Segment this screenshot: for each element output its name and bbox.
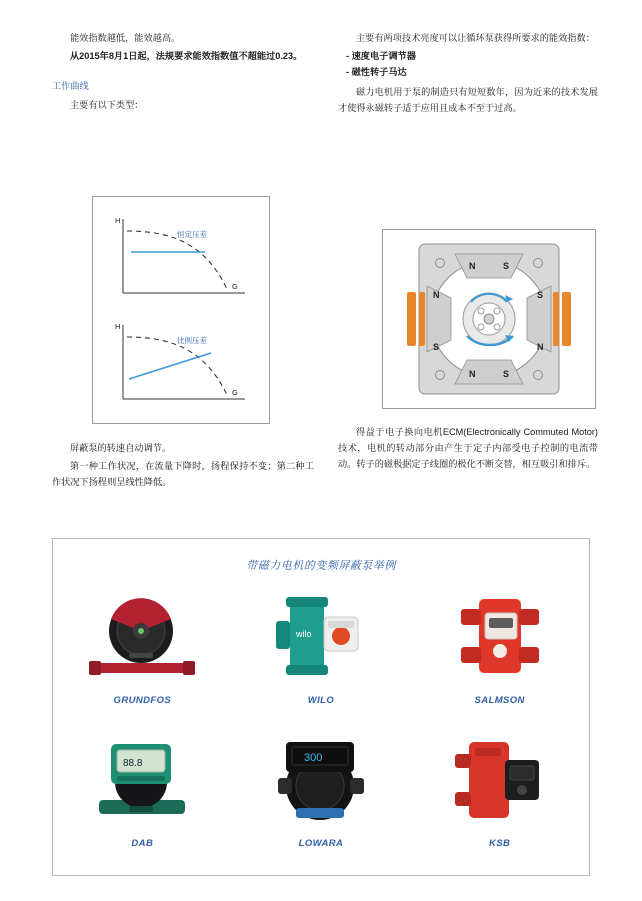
pump-card-wilo xyxy=(232,585,411,728)
brand-label: KSB xyxy=(489,838,511,849)
pole-label-n-left: N xyxy=(433,290,440,300)
magnet-motor-diagram xyxy=(382,229,596,409)
pole-label-s-left: S xyxy=(433,342,440,352)
brand-label: DAB xyxy=(131,838,154,849)
bullet-magnet-rotor-motor: - 磁性转子马达 xyxy=(346,67,407,78)
panel-title: 带磁力电机的变频屏蔽泵举例 xyxy=(246,560,396,572)
pump-grid xyxy=(53,585,589,871)
pump-card-ksb xyxy=(410,728,589,871)
axis-label-h-1: H xyxy=(115,216,121,225)
pole-label-n-top: N xyxy=(469,261,476,271)
pump-grundfos-art xyxy=(77,591,207,687)
pump-curves-svg xyxy=(93,197,269,423)
brand-label: SALMSON xyxy=(474,695,525,706)
curve-label-constant: 恒定压差 xyxy=(177,230,207,239)
pump-examples-panel xyxy=(52,538,590,876)
paragraph-left-types: 主要有以下类型： xyxy=(70,100,144,111)
left-column-caption xyxy=(52,440,314,492)
right-column xyxy=(338,30,598,118)
pump-wilo-art xyxy=(256,591,386,687)
subheading-working-curve: 工作曲线 xyxy=(52,81,89,92)
pole-label-s-top: S xyxy=(503,261,510,271)
coil-left xyxy=(407,292,425,346)
brand-label: GRUNDFOS xyxy=(113,695,172,706)
svg-text:300: 300 xyxy=(303,752,323,764)
brand-label: LOWARA xyxy=(298,838,344,849)
pump-lowara-art xyxy=(256,734,386,830)
paragraph-right-1: 主要有两项技术亮度可以让循环泵获得所要求的能效指数： xyxy=(356,33,595,43)
paragraph-left-1: 能效指数越低，能效越高。 xyxy=(70,33,181,43)
paragraph-caption-1: 屏蔽泵的转速自动调节。 xyxy=(70,443,172,453)
paragraph-right-3: 得益于电子换向电机ECM(Electronically Commuted Motor)技术，电机的转动部分由产生于定子内部受电子控制的电流带动。转子的磁极据定子线圈的极化不断交替，相互吸引和排斥。 xyxy=(338,427,598,470)
brand-label: WILO xyxy=(307,695,335,706)
magnet-motor-svg xyxy=(383,230,595,408)
pole-label-n-right: N xyxy=(537,342,544,352)
pump-salmson-art xyxy=(435,591,565,687)
pump-card-lowara xyxy=(232,728,411,871)
pump-card-grundfos xyxy=(53,585,232,728)
svg-text:88.8: 88.8 xyxy=(123,758,143,769)
pole-label-s-right: S xyxy=(537,290,544,300)
left-column xyxy=(52,30,312,115)
pump-curves-figure xyxy=(92,196,270,424)
chart-constant-pressure xyxy=(115,216,245,293)
pump-ksb-art xyxy=(435,734,565,830)
axis-label-g-1: G xyxy=(232,282,238,291)
pump-dab-art xyxy=(77,734,207,830)
pump-card-dab xyxy=(53,728,232,871)
axis-label-g-2: G xyxy=(232,388,238,397)
curve-label-proportional: 比例压差 xyxy=(177,336,207,345)
paragraph-right-2: 磁力电机用于泵的制造只有短短数年，因为近来的技术发展才使得永磁转子适于应用且成本不至于过高。 xyxy=(338,87,598,114)
paragraph-left-2: 从2015年8月1日起，法规要求能效指数值不超能过0.23。 xyxy=(70,51,303,62)
chart-proportional-pressure xyxy=(115,322,245,399)
coil-right xyxy=(553,292,571,346)
pole-label-s-bottom: S xyxy=(503,369,510,379)
paragraph-caption-2: 第一种工作状况，在流量下降时，扬程保持不变；第二种工作状况下扬程则呈线性降低。 xyxy=(52,461,314,488)
right-column-lower xyxy=(338,424,598,474)
bullet-speed-regulator: - 速度电子调节器 xyxy=(346,51,416,62)
svg-text:wilo: wilo xyxy=(295,629,312,639)
axis-label-h-2: H xyxy=(115,322,121,331)
pole-label-n-bottom: N xyxy=(469,369,476,379)
pump-card-salmson xyxy=(410,585,589,728)
